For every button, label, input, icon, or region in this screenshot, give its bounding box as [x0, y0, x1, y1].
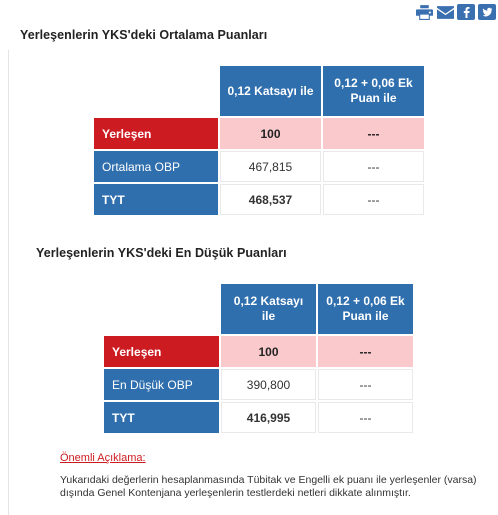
print-icon: [416, 5, 433, 20]
cell-value: ---: [323, 151, 424, 182]
cell-value: 390,800: [221, 369, 316, 400]
mail-icon: [437, 5, 454, 20]
column-header-coefficient: 0,12 Katsayı ile: [220, 66, 321, 116]
table-row: [104, 402, 413, 433]
table-row: [94, 151, 424, 182]
table-row: [104, 369, 413, 400]
column-header-extra-points: 0,12 + 0,06 Ek Puan ile: [323, 66, 424, 116]
column-header-coefficient: 0,12 Katsayı ile: [221, 284, 316, 334]
average-scores-table: [92, 64, 426, 217]
left-divider: [8, 50, 9, 515]
table-header-row: [104, 284, 413, 334]
facebook-icon: [460, 6, 473, 18]
important-note-title: Önemli Açıklama:: [60, 452, 146, 464]
share-toolbar: [415, 4, 496, 20]
cell-value: 100: [220, 118, 321, 149]
important-note-text: Yukarıdaki değerlerin hesaplanmasında Tübitak ve Engelli ek puanı ile yerleşenler (varsa) dışında Genel Kontenjana yerleşenlerin testlerdeki netleri dikkate alınmıştır.: [60, 474, 477, 499]
lowest-scores-title: Yerleşenlerin YKS'deki En Düşük Puanları: [36, 246, 287, 260]
print-button[interactable]: [415, 4, 433, 20]
cell-value: ---: [318, 369, 413, 400]
row-label-placed: Yerleşen: [94, 118, 218, 149]
table-row: [94, 184, 424, 215]
twitter-icon: [481, 6, 494, 18]
cell-value: ---: [318, 336, 413, 367]
twitter-button[interactable]: [478, 4, 496, 20]
row-label-tyt: TYT: [104, 402, 219, 433]
table-corner: [104, 284, 219, 334]
mail-button[interactable]: [436, 4, 454, 20]
cell-value: ---: [318, 402, 413, 433]
row-label-placed: Yerleşen: [104, 336, 219, 367]
cell-value: ---: [323, 118, 424, 149]
cell-value: 468,537: [220, 184, 321, 215]
facebook-button[interactable]: [457, 4, 475, 20]
row-label-lowest-obp: En Düşük OBP: [104, 369, 219, 400]
lowest-scores-table: [102, 282, 415, 435]
column-header-extra-points: 0,12 + 0,06 Ek Puan ile: [318, 284, 413, 334]
table-row: [94, 118, 424, 149]
cell-value: ---: [323, 184, 424, 215]
cell-value: 416,995: [221, 402, 316, 433]
table-corner: [94, 66, 218, 116]
row-label-tyt: TYT: [94, 184, 218, 215]
cell-value: 467,815: [220, 151, 321, 182]
average-scores-title: Yerleşenlerin YKS'deki Ortalama Puanları: [20, 28, 268, 42]
row-label-average-obp: Ortalama OBP: [94, 151, 218, 182]
table-header-row: [94, 66, 424, 116]
cell-value: 100: [221, 336, 316, 367]
table-row: [104, 336, 413, 367]
